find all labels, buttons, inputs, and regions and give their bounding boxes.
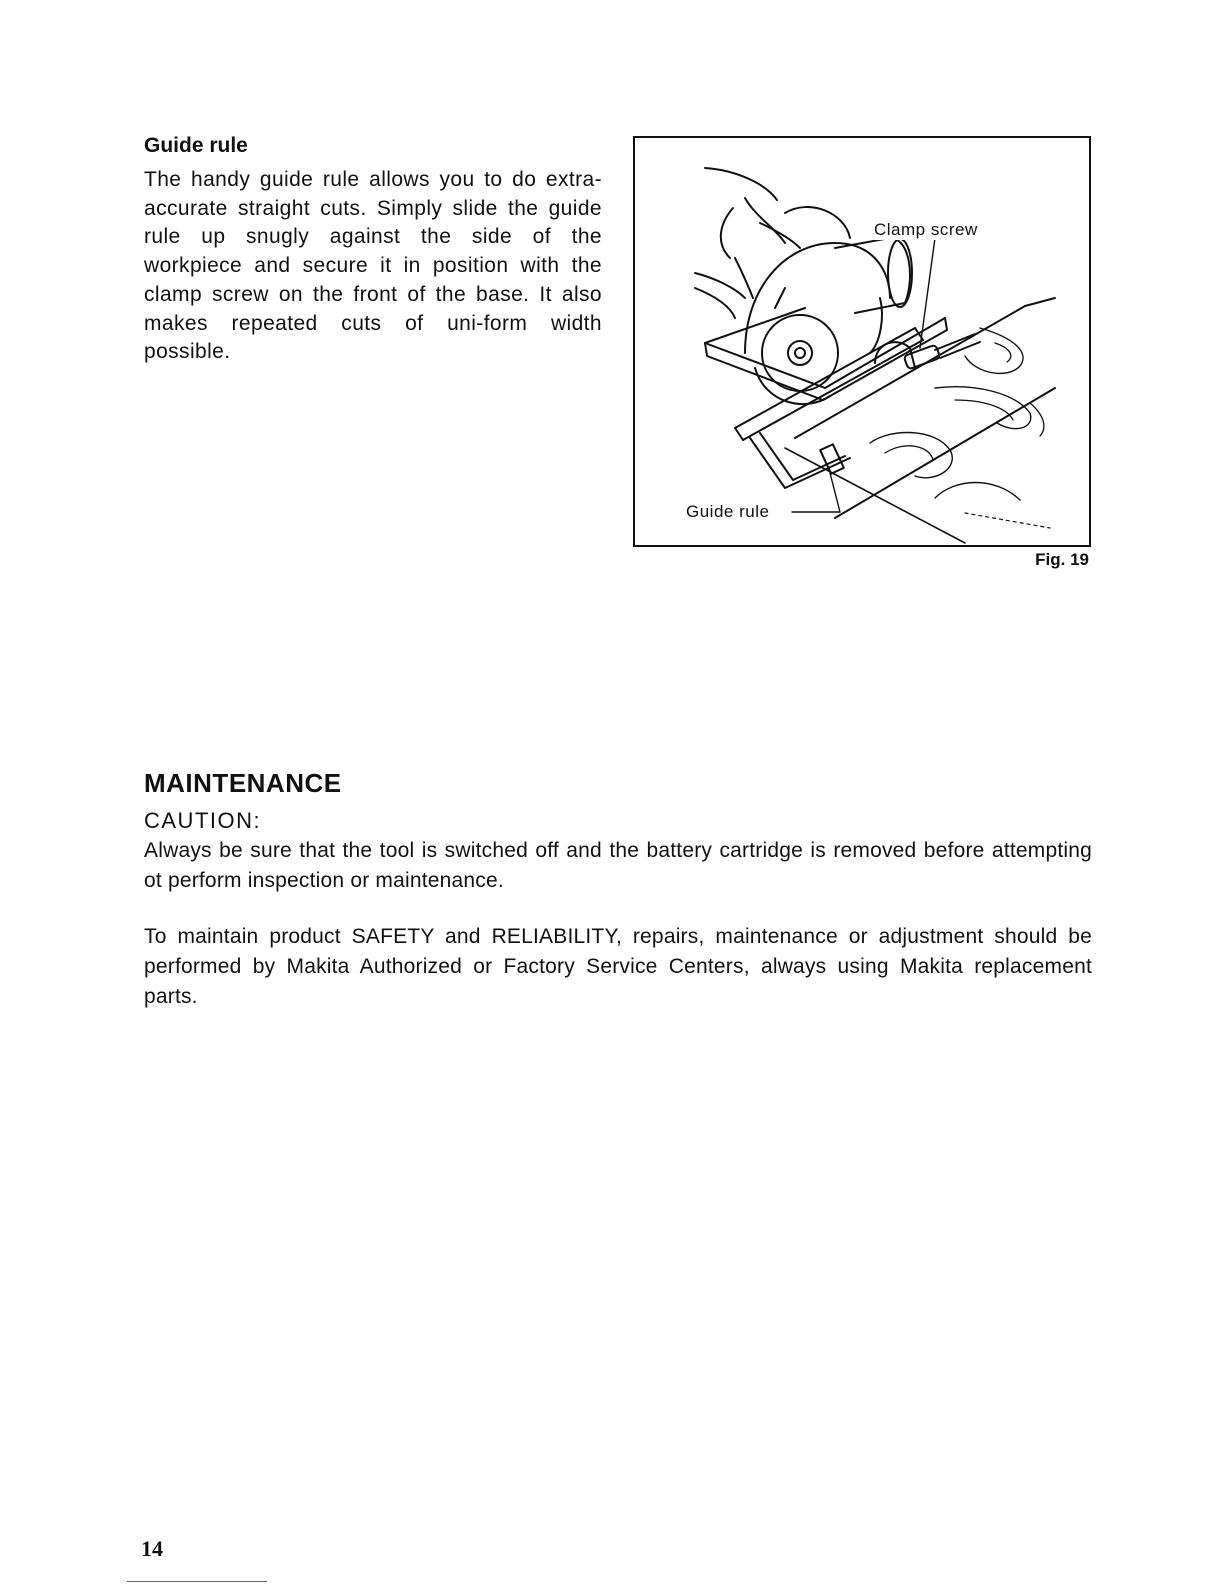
guide-rule-description: The handy guide rule allows you to do extra-accurate straight cuts. Simply slide the guide rule up snugly against the side of the workpiece and secure it in position with the clamp screw on the front of the base. It also makes repeated cuts of uni-form width possible. bbox=[144, 168, 602, 364]
caution-paragraph: Always be sure that the tool is switched off and the battery cartridge is removed before attempting ot perform inspection or maintenance. bbox=[144, 839, 1092, 892]
page-number: 14 bbox=[141, 1536, 163, 1561]
guide-rule-heading: Guide rule bbox=[144, 134, 248, 157]
clamp-screw-leader-line bbox=[920, 238, 935, 348]
maintenance-heading: MAINTENANCE bbox=[144, 768, 342, 798]
clamp-screw-knob bbox=[875, 334, 980, 369]
guide-rule-callout: Guide rule bbox=[686, 502, 770, 521]
guide-rule-leader-line bbox=[792, 473, 840, 512]
saw-handle bbox=[745, 198, 850, 248]
caution-label: CAUTION: bbox=[144, 808, 262, 833]
figure-19-illustration bbox=[633, 136, 1091, 547]
clamp-screw-callout: Clamp screw bbox=[874, 220, 978, 239]
service-paragraph: To maintain product SAFETY and RELIABILITY, repairs, maintenance or adjustment should be performed by Makita Authorized or Factory Service Centers, always using Makita replacement parts. bbox=[144, 925, 1092, 1008]
guide-rule-bar bbox=[735, 328, 923, 488]
operator-hand bbox=[695, 168, 777, 318]
figure-caption: Fig. 19 bbox=[1035, 550, 1089, 569]
circular-saw-drawing bbox=[635, 138, 1089, 545]
saw-blade-guard bbox=[745, 243, 890, 404]
bottom-divider bbox=[127, 1581, 267, 1582]
